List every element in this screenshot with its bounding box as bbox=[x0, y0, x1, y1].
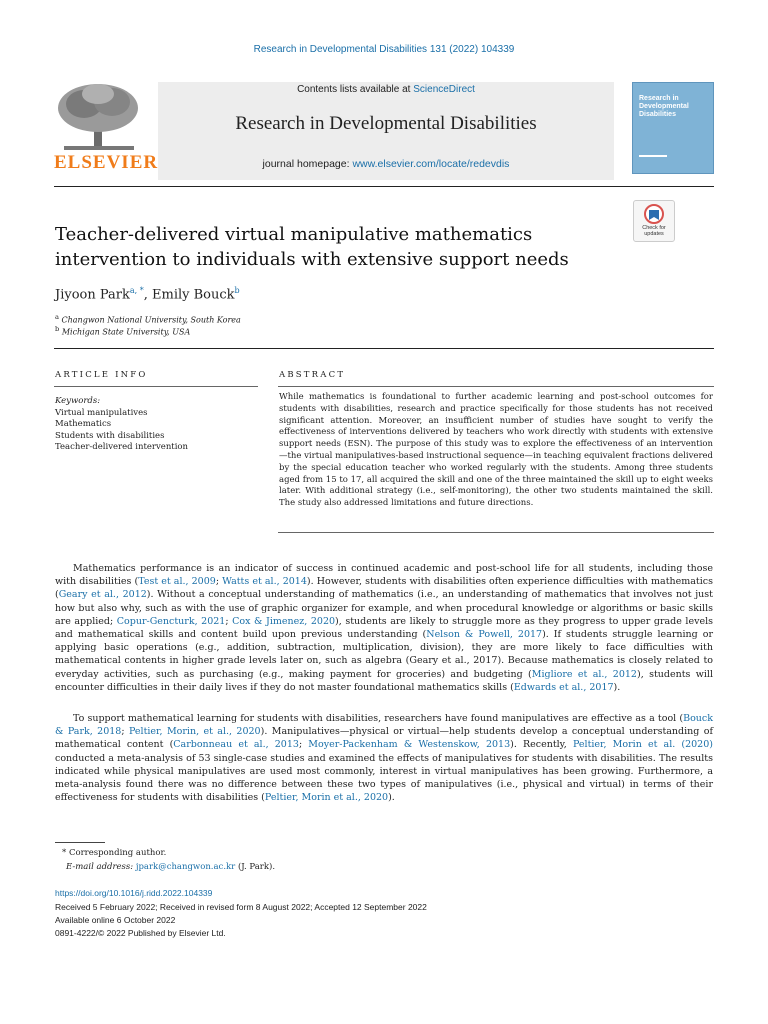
author-affiliation-mark[interactable]: a, * bbox=[129, 286, 144, 295]
citation-link[interactable]: Peltier, Morin, et al., 2020 bbox=[128, 726, 261, 738]
body-text-run: ). Manipulatives—physical or virtual—help students develop a conceptual understanding of mathematical content ( bbox=[55, 726, 713, 751]
citation-link[interactable]: Edwards et al., 2017 bbox=[513, 681, 614, 693]
cover-decoration bbox=[639, 155, 667, 157]
abstract-heading: ABSTRACT bbox=[279, 370, 346, 380]
keyword: Mathematics bbox=[55, 419, 112, 429]
citation-link[interactable]: Peltier, Morin et al. (2020) bbox=[572, 739, 713, 751]
corresponding-author-note: * Corresponding author. bbox=[62, 848, 167, 858]
email-link[interactable]: jpark@changwon.ac.kr bbox=[135, 862, 236, 872]
body-text-run: ; bbox=[121, 726, 129, 738]
body-text-run: ; bbox=[225, 615, 233, 627]
keywords-label: Keywords: bbox=[55, 396, 101, 406]
journal-title: Research in Developmental Disabilities bbox=[235, 113, 537, 134]
body-text-run: ), students are likely to struggle more as they progress to upper grade levels and mathematical skills and content build upon previous understanding ( bbox=[55, 615, 713, 641]
body-text-run: To support mathematical learning for students with disabilities, researchers have found manipulatives are effective as a tool ( bbox=[73, 713, 684, 724]
author-name: Jiyoon Park bbox=[55, 287, 130, 303]
elsevier-tree-icon bbox=[54, 82, 144, 152]
body-text-run: ). bbox=[613, 681, 621, 693]
footnote-rule bbox=[55, 842, 105, 843]
received-dates: Received 5 February 2022; Received in revised form 8 August 2022; Accepted 12 September 2022 bbox=[55, 902, 427, 912]
publisher-name: ELSEVIER bbox=[54, 152, 159, 173]
article-info-rule bbox=[54, 386, 258, 387]
citation-link[interactable]: Migliore et al., 2012 bbox=[531, 668, 637, 680]
journal-homepage-link[interactable]: www.elsevier.com/locate/redevdis bbox=[352, 158, 510, 170]
section-divider bbox=[54, 348, 714, 349]
citation-link[interactable]: Peltier, Morin et al., 2020 bbox=[264, 792, 389, 804]
body-paragraph-1 bbox=[55, 562, 713, 694]
author-separator: , bbox=[143, 287, 153, 303]
author-affiliation-mark[interactable]: b bbox=[234, 286, 240, 295]
body-text-run: conducted a meta-analysis of 53 single-case studies and examined the effects of manipulatives for students with disabilities. The results indicated while physical manipulatives are used most commonly, interest in virtual manipulatives has been growing. Furthermore, a meta-analysis found there was no difference between these two types of manipulatives (i.e., physical and virtual) in terms of their effectiveness for students with disabilities ( bbox=[55, 752, 713, 804]
abstract-rule bbox=[278, 386, 714, 387]
keyword: Students with disabilities bbox=[55, 430, 165, 441]
citation-link[interactable]: Geary et al., 2012 bbox=[58, 589, 147, 601]
email-note: E-mail address: jpark@changwon.ac.kr (J. Park). bbox=[66, 862, 276, 872]
header-divider bbox=[54, 186, 714, 187]
citation-link[interactable]: Bouck & Park, 2018 bbox=[55, 713, 713, 738]
body-paragraph-2 bbox=[55, 712, 713, 804]
citation-link[interactable]: Nelson & Powell, 2017 bbox=[426, 629, 543, 641]
article-title: Teacher-delivered virtual manipulative mathematics intervention to individuals with extensive support needs bbox=[55, 224, 569, 270]
body-text-run: ). If students struggle learning or applying basic operations (e.g., addition, subtraction, multiplication, division), they are more likely to face difficulties with mathematical contents in higher grade levels later on, such as algebra (Geary et al., 2017). Because mathematics is closely related to everyday activities, such as purchasing (e.g., making payment for groceries) and budgeting ( bbox=[55, 629, 713, 680]
keyword: Teacher-delivered intervention bbox=[55, 442, 189, 452]
author-list bbox=[55, 286, 240, 302]
body-text-run: ). bbox=[388, 792, 395, 804]
keywords-block bbox=[55, 396, 255, 454]
citation-link[interactable]: Copur-Gencturk, 2021 bbox=[116, 615, 226, 627]
body-text-run: ). Recently, bbox=[510, 739, 573, 751]
abstract-text: While mathematics is foundational to further academic learning and post-school outcomes for students with disabilities, research and practice specifically for those students has not received significant attention. Moreover, an insufficient number of studies have sought to verify the effectiveness of interventions delivered by teachers who work directly with students with extensive support needs (ESN). The purpose of this study was to explore the effectiveness of an intervention—the virtual manipulatives-based instructional sequence—in teaching equivalent fractions delivered by the special education teacher who worked regularly with the students. Among three students aged from 15 to 17, all acquired the skill and one of the three maintained the skill up to eight weeks later. With additional strategy (i.e., self-monitoring), the other two students maintained the skill. The study also addressed limitations and future directions. bbox=[279, 392, 713, 509]
citation-link[interactable]: Watts et al., 2014 bbox=[222, 576, 307, 588]
citation-link[interactable]: Carbonneau et al., 2013 bbox=[173, 739, 299, 751]
check-updates-icon bbox=[634, 201, 674, 225]
available-online: Available online 6 October 2022 bbox=[55, 915, 176, 925]
copyright: 0891-4222/© 2022 Published by Elsevier Ltd. bbox=[55, 928, 226, 938]
citation-link[interactable]: Moyer-Packenham & Westenskow, 2013 bbox=[308, 739, 511, 751]
keyword: Virtual manipulatives bbox=[55, 407, 148, 418]
sciencedirect-link[interactable]: ScienceDirect bbox=[413, 84, 475, 95]
doi-link[interactable]: https://doi.org/10.1016/j.ridd.2022.104339 bbox=[55, 888, 213, 898]
journal-cover-thumbnail[interactable] bbox=[632, 82, 714, 174]
body-text-run: ), students will encounter difficulties in their daily lives if they do not master foundational mathematics skills ( bbox=[55, 668, 713, 693]
contents-available-line: Contents lists available at ScienceDirect bbox=[297, 84, 475, 95]
affiliation-a: $^a$ Changwon National University, South Korea bbox=[55, 313, 241, 325]
affiliation-b: $^b$ Michigan State University, USA bbox=[55, 325, 191, 337]
body-text-run: ). Without a conceptual understanding of mathematics (i.e., an understanding of mathematics that involves not just how but also why, such as with the use of graphic organizer for example, and when procedural knowledge or algorithms or basic skills are applied; bbox=[55, 589, 713, 627]
body-text-run: ; bbox=[215, 576, 223, 588]
check-for-updates-button[interactable] bbox=[633, 200, 675, 242]
citation-link[interactable]: Test et al., 2009 bbox=[138, 576, 216, 588]
author-name: Emily Bouck bbox=[152, 287, 235, 303]
abstract-bottom-rule bbox=[278, 532, 714, 533]
article-info-heading: ARTICLE INFO bbox=[55, 370, 148, 380]
cover-title: Research in Developmental Disabilities bbox=[639, 95, 689, 118]
body-text-run: ; bbox=[298, 739, 309, 751]
citation-link[interactable]: Cox & Jimenez, 2020 bbox=[232, 615, 336, 627]
body-text-run: Mathematics performance is an indicator of success in continued academic and post-school life for all students, including those with disabilities ( bbox=[55, 563, 713, 588]
journal-citation[interactable]: Research in Developmental Disabilities 131 (2022) 104339 bbox=[253, 44, 515, 55]
check-updates-label: Check for updates bbox=[642, 225, 666, 237]
body-text-run: ). However, students with disabilities often experience difficulties with mathematics ( bbox=[55, 576, 713, 601]
journal-homepage-line: journal homepage: www.elsevier.com/locate/redevdis bbox=[262, 158, 510, 170]
